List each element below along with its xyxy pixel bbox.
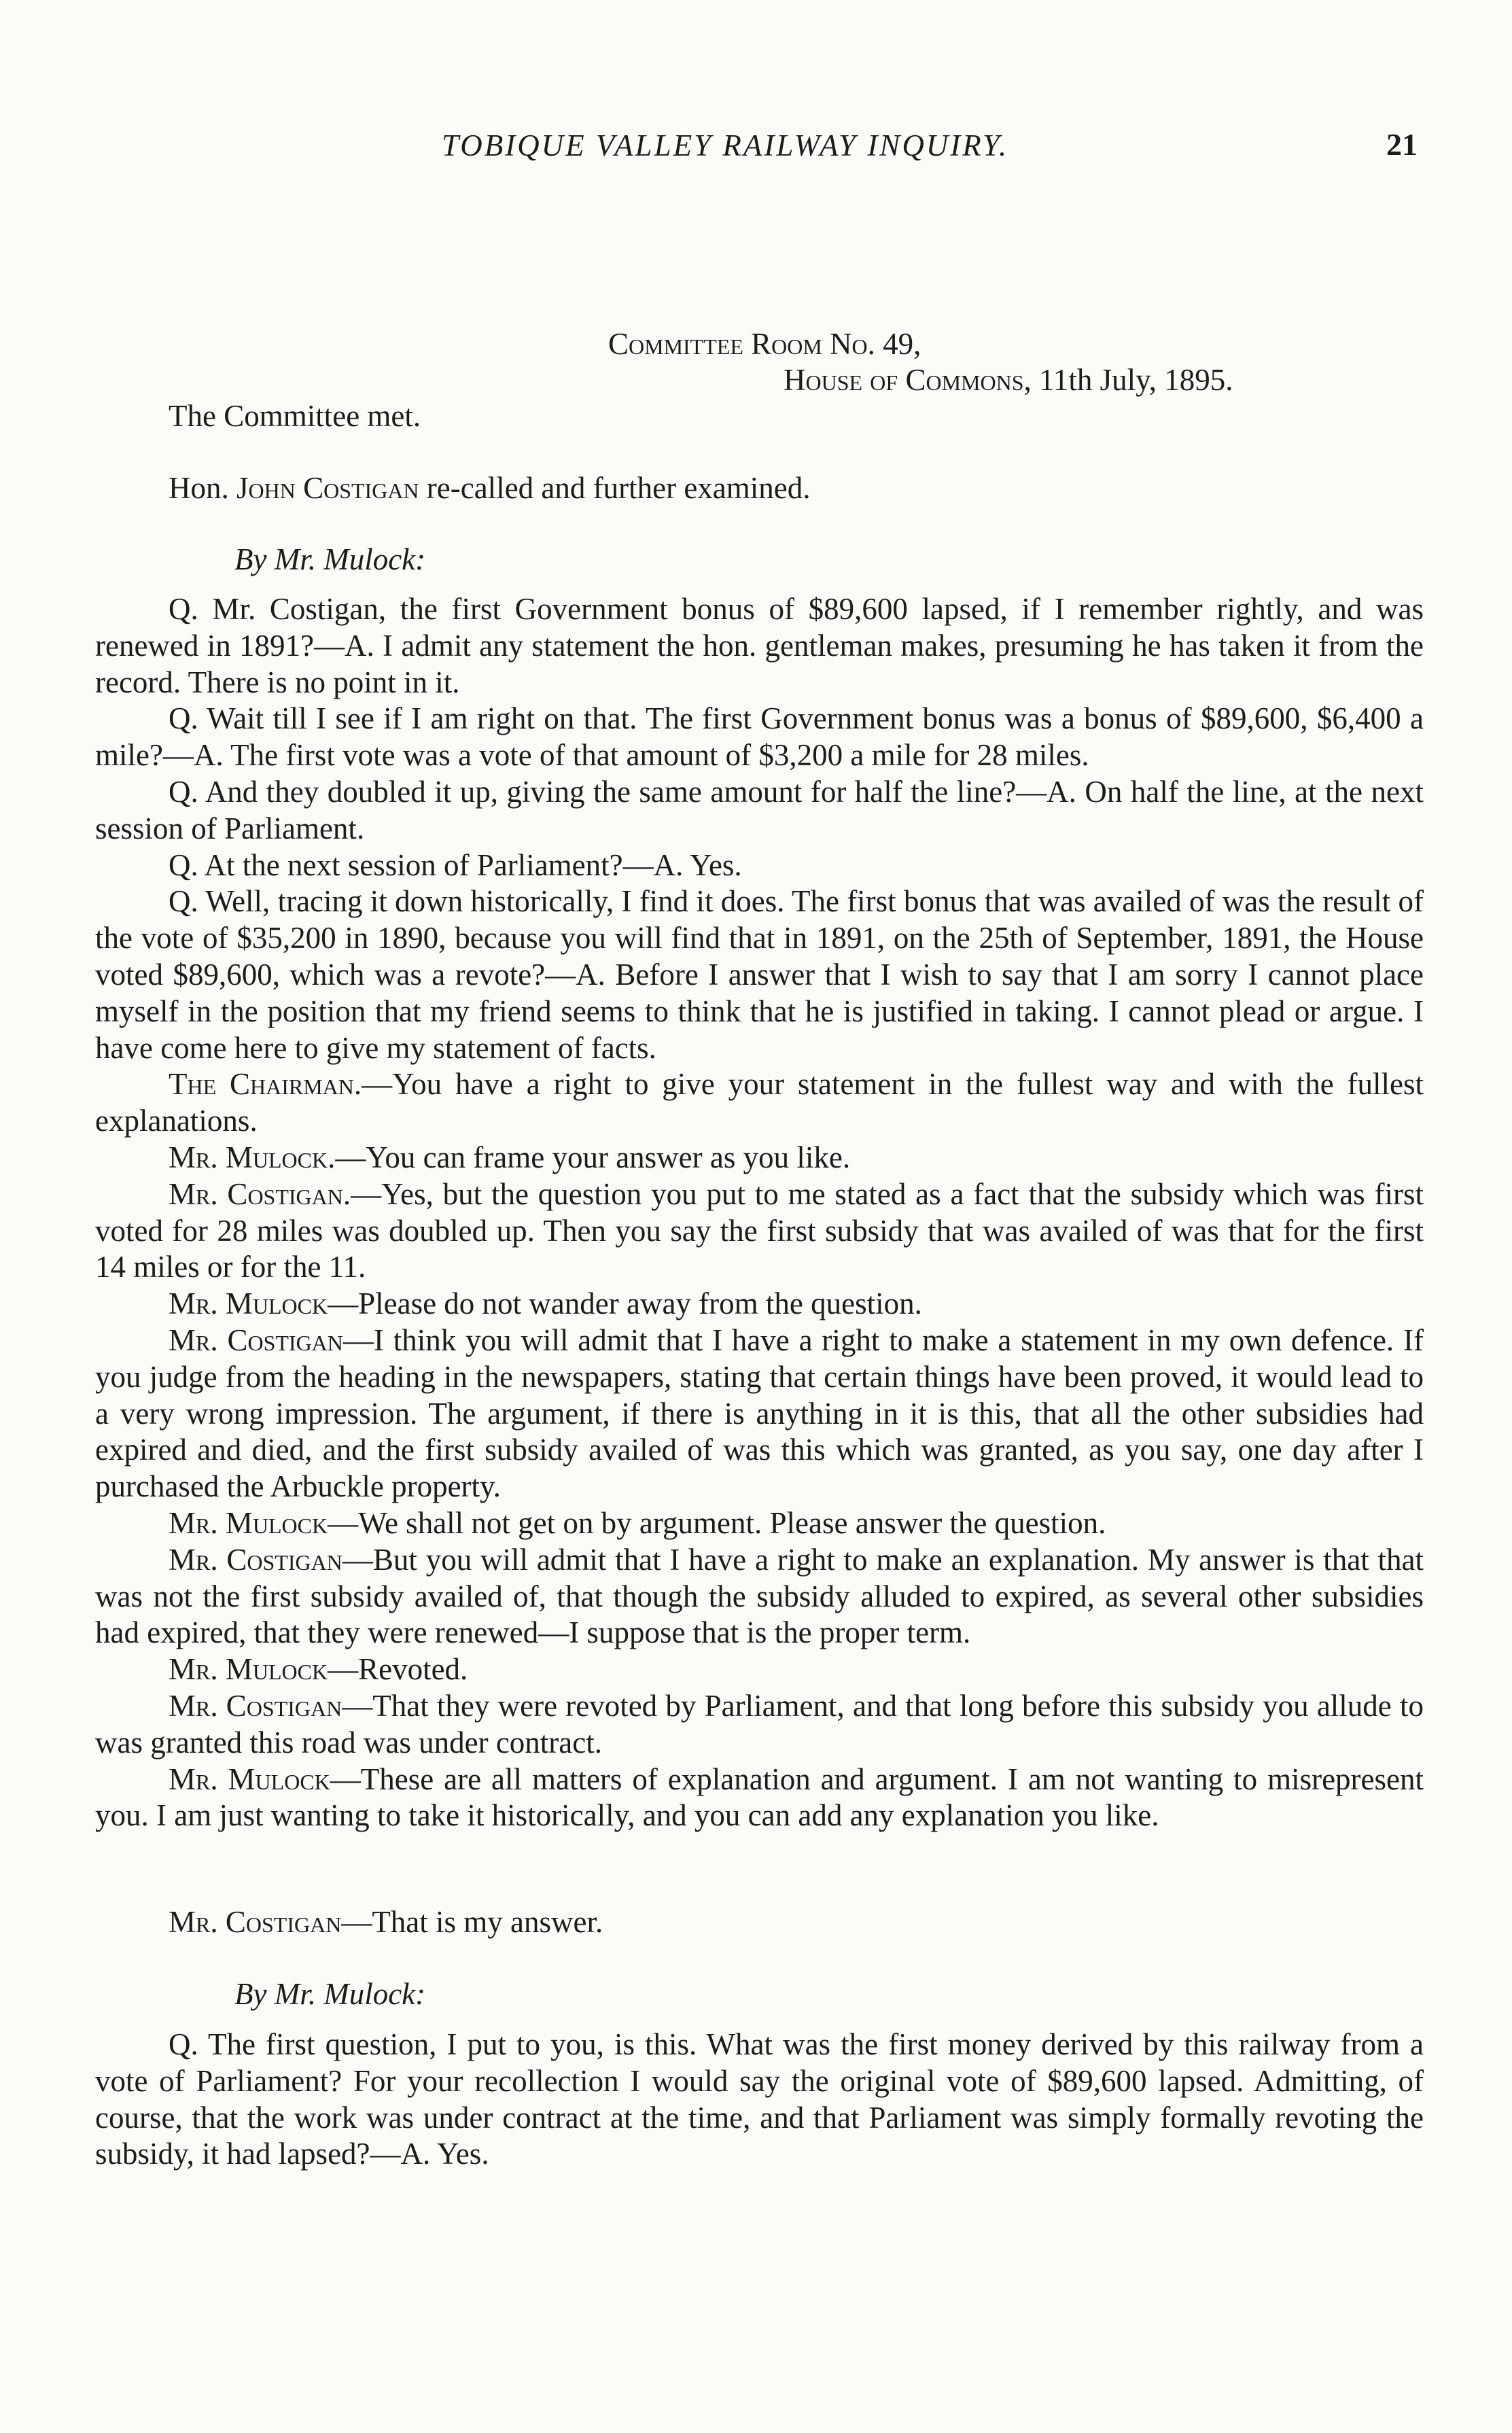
testimony-paragraph [95, 2027, 1424, 2173]
paragraph-text: —Please do not wander away from the question. [328, 1286, 922, 1321]
paragraph-text: —Revoted. [328, 1652, 468, 1687]
page-number: 21 [1386, 127, 1418, 162]
testimony-paragraph [95, 1323, 1424, 1505]
page-header [0, 128, 1512, 175]
testimony-paragraph [95, 1688, 1424, 1762]
paragraph-text: —We shall not get on by argument. Please answer the question. [328, 1505, 1106, 1540]
examiner-byline-second: By Mr. Mulock: [234, 1977, 426, 2011]
meeting-date: 11th July, 1895. [1039, 363, 1233, 397]
testimony-paragraph [95, 1542, 1424, 1651]
paragraph-text: —That they were revoted by Parliament, and that long before this subsidy you allude to was granted this road was under contract. [95, 1688, 1424, 1760]
testimony-paragraph [95, 847, 1424, 884]
speaker-name: Mr. Costigan [169, 1688, 342, 1723]
speaker-name: Mr. Costigan [169, 1323, 343, 1357]
witness-name: John Costigan [236, 471, 419, 505]
testimony-paragraph [95, 1176, 1424, 1286]
answer-text: —That is my answer. [341, 1905, 603, 1939]
paragraph-text: Q. Wait till I see if I am right on that. The first Government bonus was a bonus of $89,600, $6,400 a mile?—A. The first vote was a vote of that amount of $3,200 a mile for 28 miles. [95, 701, 1424, 773]
paragraph-text: Q. At the next session of Parliament?—A. Yes. [169, 847, 742, 882]
testimony-paragraph [95, 1286, 1424, 1323]
running-title: TOBIQUE VALLEY RAILWAY INQUIRY. [442, 128, 1009, 162]
witness-recalled [169, 470, 811, 506]
closing-answer [169, 1904, 603, 1940]
speaker-name: Mr. Mulock [169, 1652, 328, 1687]
testimony-paragraph [95, 1651, 1424, 1688]
paragraph-text: —But you will admit that I have a right to make an explanation. My answer is that that was not the first subsidy availed of, that though the subsidy alluded to expired, as several other subsidies had expired, that they were renewed—I suppose that is the proper term. [95, 1542, 1424, 1650]
testimony-body [95, 591, 1424, 1834]
paragraph-text: —I think you will admit that I have a right to make a statement in my own defence. If you judge from the heading in the newspapers, stating that certain things have been proved, it would lead to a very wrong impression. The argument, if there is anything in it is this, that all the other subsidies had expired and died, and the first subsidy availed of was this which was granted, as you say, one day after I purchased the Arbuckle property. [95, 1323, 1424, 1504]
paragraph-text: Q. Mr. Costigan, the first Government bonus of $89,600 lapsed, if I remember rightly, and was renewed in 1891?—A. I admit any statement the hon. gentleman makes, presuming he has taken it from the record. There is no point in it. [95, 592, 1424, 699]
testimony-paragraph [95, 1505, 1424, 1542]
paragraph-text: —These are all matters of explanation and argument. I am not wanting to misrepresent you. I am just wanting to take it historically, and you can add any explanation you like. [95, 1762, 1424, 1833]
paragraph-text: —You can frame your answer as you like. [335, 1140, 851, 1174]
speaker-name: Mr. Mulock [169, 1286, 328, 1321]
paragraph-text: Q. And they doubled it up, giving the same amount for half the line?—A. On half the line, at the next session of Parliament. [95, 774, 1424, 845]
paragraph-text: —Yes, but the question you put to me stated as a fact that the subsidy which was first voted for 28 miles was doubled up. Then you say the first subsidy that was availed of was that for the first 14 miles or for the 11. [95, 1176, 1424, 1284]
speaker-name: Mr. Costigan [169, 1905, 342, 1939]
speaker-name: Mr. Mulock. [169, 1140, 336, 1174]
testimony-body-second [95, 2027, 1424, 2173]
paragraph-text: Q. The first question, I put to you, is this. What was the first money derived by this railway from a vote of Parliament? For your recollection I would say the original vote of $89,600 lapsed. Admitting, of course, that the work was under contract at the time, and that Parliament was simply formally revoting the subsidy, it had lapsed?—A. Yes. [95, 2027, 1424, 2171]
testimony-paragraph [95, 1762, 1424, 1835]
examiner-byline: By Mr. Mulock: [234, 542, 426, 576]
honorific: Hon. [169, 471, 236, 505]
house-and-date [784, 362, 1233, 398]
committee-room: Committee Room No. 49, [608, 327, 921, 361]
testimony-paragraph [95, 591, 1424, 701]
paragraph-text: —You have a right to give your statement in the fullest way and with the fullest explanations. [95, 1067, 1424, 1138]
testimony-paragraph [95, 1066, 1424, 1140]
speaker-name: Mr. Mulock [169, 1762, 330, 1796]
speaker-name: Mr. Mulock [169, 1505, 328, 1540]
speaker-name: Mr. Costigan. [169, 1176, 351, 1211]
recalled-note: re-called and further examined. [419, 471, 811, 505]
house-of-commons: House of Commons, [784, 363, 1032, 397]
testimony-paragraph [95, 1140, 1424, 1176]
speaker-name: Mr. Costigan [169, 1542, 342, 1577]
testimony-paragraph [95, 701, 1424, 774]
committee-met: The Committee met. [169, 399, 421, 433]
testimony-paragraph [95, 883, 1424, 1066]
testimony-paragraph [95, 774, 1424, 847]
paragraph-text: Q. Well, tracing it down historically, I find it does. The first bonus that was availed of was the result of the vote of $35,200 in 1890, because you will find that in 1891, on the 25th of September, 1891, the House voted $89,600, which was a revote?—A. Before I answer that I wish to say that I am sorry I cannot place myself in the position that my friend seems to think that he is justified in taking. I cannot plead or argue. I have come here to give my statement of facts. [95, 884, 1424, 1065]
speaker-name: The Chairman. [169, 1067, 362, 1102]
